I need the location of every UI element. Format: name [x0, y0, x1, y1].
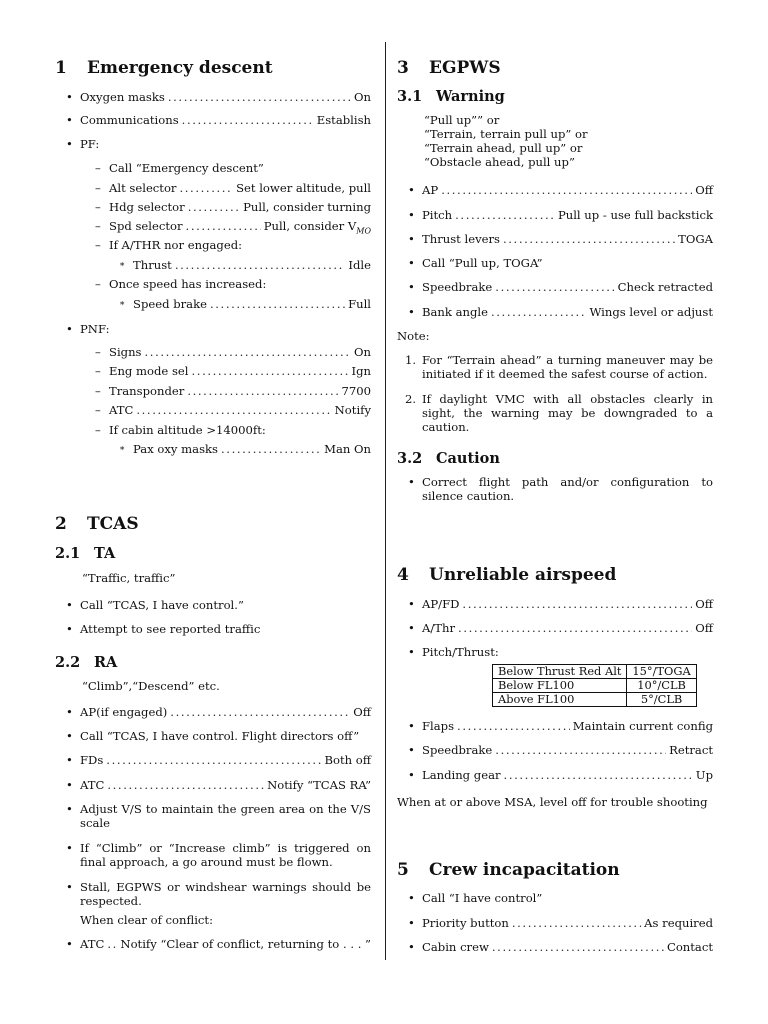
checklist-item: Speedbrake ..... Retract — [422, 743, 713, 757]
dash: – — [95, 181, 101, 195]
section-5-heading: 5 Crew incapacitation — [397, 860, 620, 880]
text-line: Call “I have control” — [422, 891, 543, 905]
text-paragraph: Stall, EGPWS or windshear warnings should be respected. — [80, 880, 371, 908]
bullet: • — [408, 305, 415, 319]
bullet: • — [66, 705, 73, 719]
bullet: • — [66, 622, 73, 636]
checklist-item: Bank angle ..... Wings level or adjust — [422, 305, 713, 319]
dash: – — [95, 423, 101, 437]
bullet: • — [408, 256, 415, 270]
subsection-3-1-heading: 3.1 Warning — [397, 88, 505, 105]
subsection-2-1-heading: 2.1 TA — [55, 545, 116, 562]
bullet: • — [408, 597, 415, 611]
text-line: Once speed has increased: — [109, 277, 267, 291]
bullet: • — [66, 753, 73, 767]
checklist-item: Thrust levers ..... TOGA — [422, 232, 713, 246]
section-4-heading: 4 Unreliable airspeed — [397, 565, 617, 585]
checklist-item: Communications ..... Establish — [80, 113, 371, 127]
bullet: • — [66, 598, 73, 612]
dash: – — [95, 219, 101, 233]
checklist-item: A/Thr ..... Off — [422, 621, 713, 635]
bullet: • — [408, 645, 415, 659]
checklist-item: AP/FD ..... Off — [422, 597, 713, 611]
star-bullet: ∗ — [119, 299, 126, 309]
checklist-item: Flaps ..... Maintain current config — [422, 719, 713, 733]
bullet: • — [408, 475, 415, 489]
bullet: • — [408, 208, 415, 222]
table-row: Below Thrust Red Alt 15°/TOGA — [493, 665, 697, 679]
bullet: • — [66, 880, 73, 894]
pitch-thrust-table — [492, 664, 697, 707]
pnf-label: PNF: — [80, 322, 110, 336]
text-line: “Pull up”” or — [424, 113, 500, 127]
checklist-item: Speed brake ..... Full — [133, 297, 371, 311]
checklist-item: ATC ..... Notify “Clear of conflict, returning to . . . ” — [80, 937, 371, 951]
bullet: • — [66, 113, 73, 127]
text-paragraph: Correct flight path and/or configuration to silence caution. — [422, 475, 713, 503]
bullet: • — [408, 743, 415, 757]
bullet: • — [408, 768, 415, 782]
list-number: 2. — [405, 392, 417, 406]
section-1-heading: 1 Emergency descent — [55, 58, 273, 78]
star-bullet: ∗ — [119, 444, 126, 454]
text-line: If cabin altitude >14000ft: — [109, 423, 266, 437]
bullet: • — [408, 940, 415, 954]
checklist-item: Landing gear ..... Up — [422, 768, 713, 782]
table-row: Below FL100 10°/CLB — [493, 679, 697, 693]
text-line: If A/THR nor engaged: — [109, 238, 243, 252]
bullet: • — [408, 916, 415, 930]
bullet: • — [408, 183, 415, 197]
checklist-item: FDs ..... Both off — [80, 753, 371, 767]
dash: – — [95, 238, 101, 252]
dash: – — [95, 161, 101, 175]
bullet: • — [66, 802, 73, 816]
text-line: “Terrain, terrain pull up” or — [424, 127, 588, 141]
dash: – — [95, 403, 101, 417]
checklist-item: Cabin crew ..... Contact — [422, 940, 713, 954]
star-bullet: ∗ — [119, 260, 126, 270]
checklist-item: Priority button ..... As required — [422, 916, 713, 930]
bullet: • — [408, 891, 415, 905]
checklist-item: Spd selector ..... Pull, consider $V_{MO}$ — [109, 219, 371, 238]
dash: – — [95, 277, 101, 291]
bullet: • — [408, 280, 415, 294]
text-paragraph: Adjust V/S to maintain the green area on the V/S scale — [80, 802, 371, 830]
dash: – — [95, 384, 101, 398]
text-line: When at or above MSA, level off for trouble shooting — [397, 795, 708, 809]
text-line: When clear of conflict: — [80, 913, 213, 927]
checklist-item: Transponder ..... 7700 — [109, 384, 371, 398]
dash: – — [95, 345, 101, 359]
checklist-item: Pax oxy masks ..... Man On — [133, 442, 371, 456]
text-paragraph: For “Terrain ahead” a turning maneuver may be initiated if it deemed the safest course of action. — [422, 353, 713, 381]
table-row: Above FL100 5°/CLB — [493, 693, 697, 707]
bullet: • — [66, 322, 73, 336]
checklist-item: AP(if engaged) ..... Off — [80, 705, 371, 719]
dash: – — [95, 200, 101, 214]
text-paragraph: If “Climb” or “Increase climb” is triggered on final approach, a go around must be flown. — [80, 841, 371, 869]
text-line: Pitch/Thrust: — [422, 645, 499, 659]
bullet: • — [66, 841, 73, 855]
checklist-item: Thrust ..... Idle — [133, 258, 371, 272]
checklist-item: Pitch ..... Pull up - use full backstick — [422, 208, 713, 222]
text-line: Attempt to see reported traffic — [80, 622, 261, 636]
bullet: • — [66, 90, 73, 104]
column-divider — [385, 42, 386, 960]
pf-label: PF: — [80, 137, 100, 151]
list-number: 1. — [405, 353, 417, 367]
checklist-item: Hdg selector ..... Pull, consider turning — [109, 200, 371, 214]
text-line: “Climb”,“Descend” etc. — [82, 679, 220, 693]
text-line: “Obstacle ahead, pull up” — [424, 155, 575, 169]
text-line: Call “TCAS, I have control. Flight directors off” — [80, 729, 360, 743]
text-line: Call “TCAS, I have control.” — [80, 598, 244, 612]
bullet: • — [408, 719, 415, 733]
bullet: • — [66, 729, 73, 743]
subsection-3-2-heading: 3.2 Caution — [397, 450, 500, 467]
bullet: • — [66, 137, 73, 151]
dash: – — [95, 364, 101, 378]
text-line: Call “Pull up, TOGA” — [422, 256, 543, 270]
section-3-heading: 3 EGPWS — [397, 58, 501, 78]
text-line: “Traffic, traffic” — [82, 571, 176, 585]
subsection-2-2-heading: 2.2 RA — [55, 654, 118, 671]
checklist-item: Oxygen masks ..... On — [80, 90, 371, 104]
text-line: Call “Emergency descent” — [109, 161, 264, 175]
bullet: • — [66, 778, 73, 792]
checklist-item: AP ..... Off — [422, 183, 713, 197]
text-paragraph: If daylight VMC with all obstacles clearly in sight, the warning may be downgraded to a caution. — [422, 392, 713, 434]
checklist-item: ATC ..... Notify — [109, 403, 371, 417]
section-2-heading: 2 TCAS — [55, 514, 139, 534]
checklist-item: ATC ..... Notify “TCAS RA” — [80, 778, 371, 792]
note-label: Note: — [397, 329, 430, 343]
checklist-item: Signs ..... On — [109, 345, 371, 359]
bullet: • — [408, 621, 415, 635]
bullet: • — [66, 937, 73, 951]
checklist-item: Eng mode sel ..... Ign — [109, 364, 371, 378]
checklist-item: Alt selector ..... Set lower altitude, pull — [109, 181, 371, 195]
bullet: • — [408, 232, 415, 246]
text-line: “Terrain ahead, pull up” or — [424, 141, 583, 155]
checklist-item: Speedbrake ..... Check retracted — [422, 280, 713, 294]
